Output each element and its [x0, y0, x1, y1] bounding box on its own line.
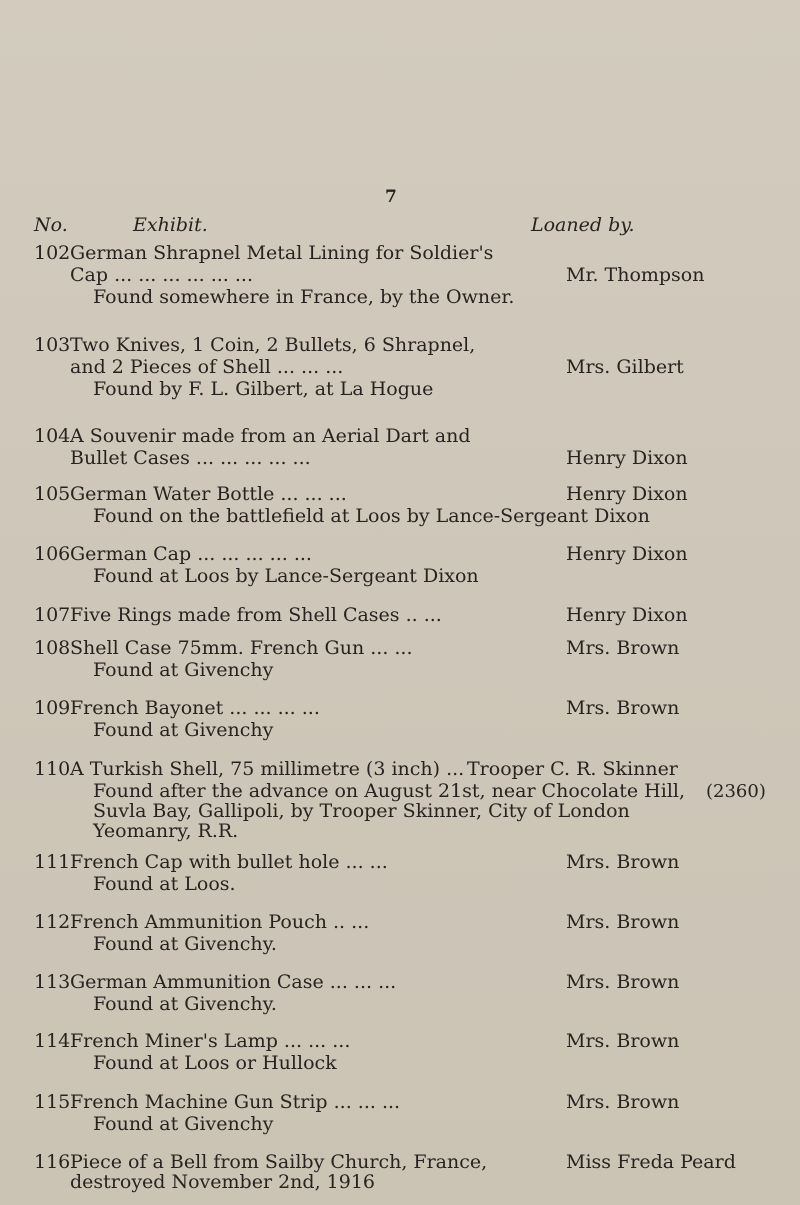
entry-number: 111 — [34, 851, 71, 873]
exhibit-line: German Cap ... ... ... ... ... — [70, 543, 312, 565]
exhibit-line: Found somewhere in France, by the Owner. — [93, 286, 515, 308]
exhibit-line: German Ammunition Case ... ... ... — [70, 971, 397, 993]
entry-number: 113 — [34, 971, 71, 993]
loaned-by: Henry Dixon — [566, 483, 688, 505]
exhibit-line: Bullet Cases ... ... ... ... ... — [70, 447, 311, 469]
entry-number: 106 — [34, 543, 71, 565]
loaned-by: Mrs. Brown — [566, 1030, 680, 1052]
exhibit-line: German Water Bottle ... ... ... — [70, 483, 347, 505]
exhibit-line: Found by F. L. Gilbert, at La Hogue — [93, 378, 434, 400]
exhibit-line: Found at Givenchy. — [93, 933, 277, 955]
loaned-by: Mrs. Brown — [566, 851, 680, 873]
exhibit-line: Found at Loos or Hullock — [93, 1052, 337, 1074]
exhibit-line: Found at Givenchy — [93, 659, 274, 681]
loaned-by: Mrs. Brown — [566, 637, 680, 659]
exhibit-line: French Ammunition Pouch .. ... — [70, 911, 370, 933]
entry-number: 109 — [34, 697, 71, 719]
loaned-by: Mrs. Brown — [566, 697, 680, 719]
exhibit-line: French Machine Gun Strip ... ... ... — [70, 1091, 401, 1113]
entry-number: 110 — [34, 758, 71, 780]
entry-number: 116 — [34, 1151, 71, 1173]
exhibit-line: Found at Givenchy — [93, 1113, 274, 1135]
entry-number: 108 — [34, 637, 71, 659]
exhibit-line: French Miner's Lamp ... ... ... — [70, 1030, 351, 1052]
loaned-by: Henry Dixon — [566, 604, 688, 626]
entry-number: 103 — [34, 334, 71, 356]
loaned-by: Miss Freda Peard — [566, 1151, 736, 1173]
loaned-by: Mrs. Brown — [566, 911, 680, 933]
loaned-by: Henry Dixon — [566, 543, 688, 565]
catalogue-number: (2360) — [706, 781, 766, 802]
exhibit-line: Found at Loos. — [93, 873, 236, 895]
exhibit-line: Yeomanry, R.R. — [93, 820, 239, 842]
exhibit-line: A Turkish Shell, 75 millimetre (3 inch) ... — [70, 758, 465, 780]
exhibit-line: Found at Givenchy. — [93, 993, 277, 1015]
entry-number: 114 — [34, 1030, 71, 1052]
loaned-by: Mr. Thompson — [566, 264, 705, 286]
header-exhibit: Exhibit. — [133, 214, 208, 236]
exhibit-line: Found on the battlefield at Loos by Lance-Sergeant Dixon — [93, 505, 650, 527]
loaned-by: Mrs. Brown — [566, 1091, 680, 1113]
loaned-by: Mrs. Brown — [566, 971, 680, 993]
exhibit-line: destroyed November 2nd, 1916 — [70, 1171, 376, 1193]
exhibit-line: A Souvenir made from an Aerial Dart and — [70, 425, 471, 447]
entry-number: 115 — [34, 1091, 71, 1113]
exhibit-line: Cap ... ... ... ... ... ... — [70, 264, 253, 286]
entry-number: 107 — [34, 604, 71, 626]
header-no: No. — [34, 214, 68, 236]
exhibit-line: Found at Givenchy — [93, 719, 274, 741]
exhibit-line: French Bayonet ... ... ... ... — [70, 697, 320, 719]
column-header — [0, 214, 800, 240]
exhibit-line: French Cap with bullet hole ... ... — [70, 851, 388, 873]
exhibit-line: and 2 Pieces of Shell ... ... ... — [70, 356, 344, 378]
entry-number: 105 — [34, 483, 71, 505]
loaned-by: Mrs. Gilbert — [566, 356, 684, 378]
exhibit-line: Found at Loos by Lance-Sergeant Dixon — [93, 565, 479, 587]
entry-number: 104 — [34, 425, 71, 447]
page-number: 7 — [385, 187, 397, 207]
loaned-by: Henry Dixon — [566, 447, 688, 469]
exhibit-line: Five Rings made from Shell Cases .. ... — [70, 604, 442, 626]
exhibit-line: German Shrapnel Metal Lining for Soldier's — [70, 242, 494, 264]
exhibit-line: Shell Case 75mm. French Gun ... ... — [70, 637, 413, 659]
exhibit-line: Piece of a Bell from Sailby Church, France, — [70, 1151, 488, 1173]
entry-number: 102 — [34, 242, 71, 264]
header-loaned-by: Loaned by. — [531, 214, 635, 236]
exhibit-line: Suvla Bay, Gallipoli, by Trooper Skinner, City of London — [93, 800, 630, 822]
exhibit-line: Two Knives, 1 Coin, 2 Bullets, 6 Shrapnel, — [70, 334, 476, 356]
loaned-by: Trooper C. R. Skinner — [467, 758, 678, 780]
exhibit-line: Found after the advance on August 21st, near Chocolate Hill, — [93, 780, 686, 802]
entry-number: 112 — [34, 911, 71, 933]
